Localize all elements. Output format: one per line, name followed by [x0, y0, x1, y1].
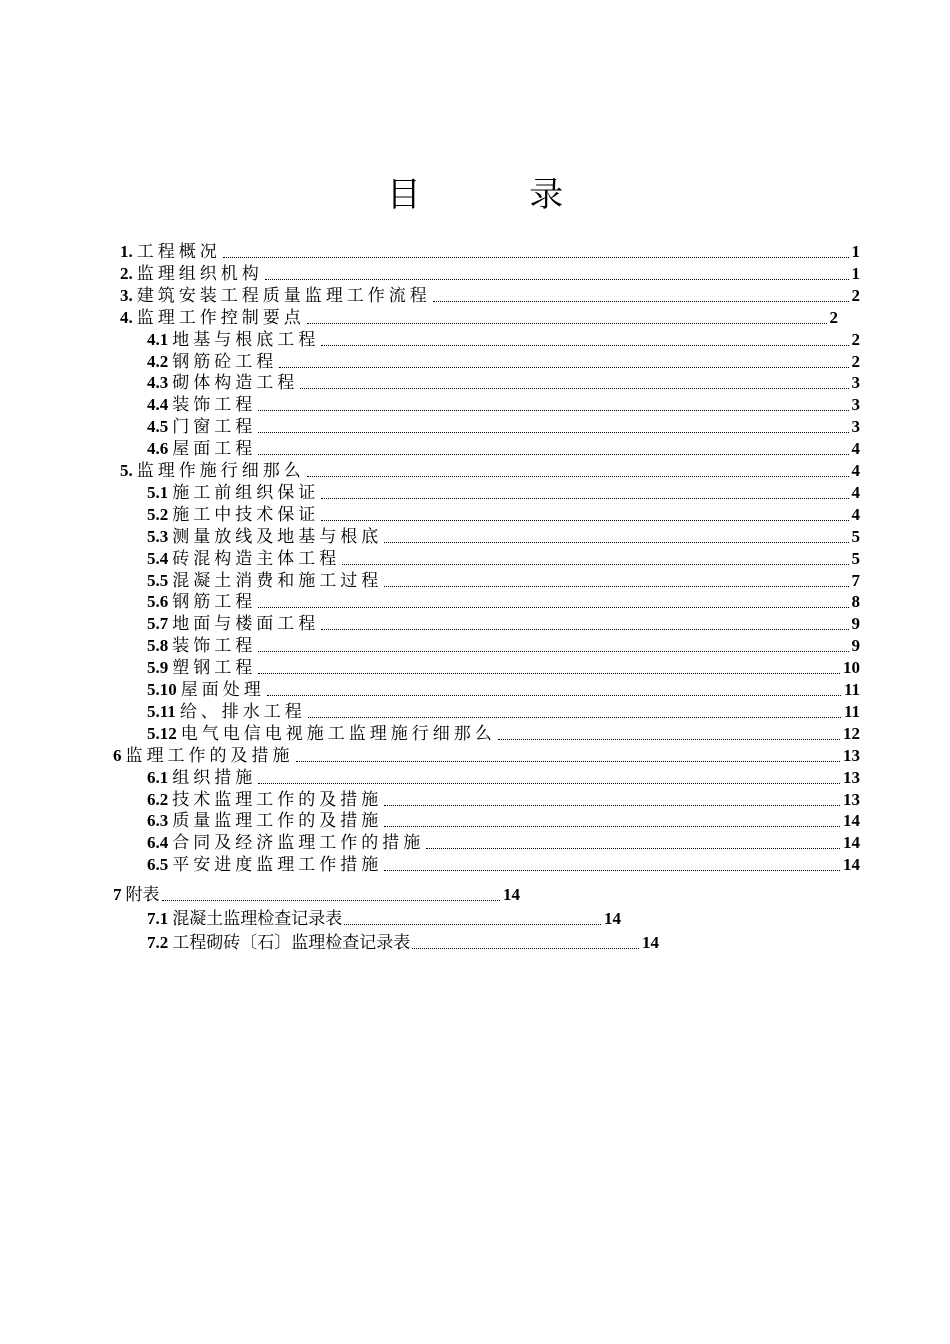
toc-entry-number: 5.2 — [147, 504, 169, 524]
toc-entry-title: 工程概况 — [136, 242, 221, 261]
dot-leader — [307, 476, 849, 477]
toc-entry-number: 6.1 — [147, 767, 169, 787]
toc-entry-title: 质量监理工作的及措施 — [172, 811, 383, 831]
toc-entry-page: 7 — [851, 570, 860, 590]
toc-entry-title: 钢筋工程 — [172, 592, 257, 612]
toc-entry-page: 13 — [843, 745, 860, 765]
toc-entry[interactable] — [147, 525, 860, 547]
toc-entry-page: 13 — [843, 789, 860, 809]
dot-leader — [342, 564, 848, 565]
toc-entry-page: 5 — [851, 526, 860, 546]
toc-entry-title: 施工前组织保证 — [172, 482, 320, 502]
toc-entry[interactable] — [147, 612, 860, 634]
toc-entry-number: 5.6 — [147, 592, 169, 612]
toc-entry-page: 9 — [851, 614, 860, 634]
toc-entry-title: 给、排水工程 — [179, 701, 306, 721]
toc-entry-number: 2. — [120, 263, 133, 283]
toc-entry-number: 4.5 — [147, 417, 169, 437]
toc-entry[interactable] — [120, 262, 860, 284]
toc-entry-number: 5.12 — [147, 723, 177, 743]
toc-entry-number: 6.2 — [147, 789, 169, 809]
toc-entry[interactable] — [147, 503, 860, 525]
toc-entry[interactable] — [147, 853, 860, 875]
toc-entry-number: 7.1 — [147, 909, 169, 929]
toc-entry-page: 8 — [851, 592, 860, 612]
toc-entry-page: 10 — [843, 658, 860, 678]
toc-entry-page: 11 — [843, 701, 860, 721]
toc-entry-page: 2 — [851, 329, 860, 349]
toc-entry-title: 平安进度监理工作措施 — [172, 855, 383, 875]
dot-leader — [321, 629, 848, 630]
toc-entry-page: 4 — [851, 461, 860, 480]
toc-entry-title: 测量放线及地基与根底 — [172, 526, 383, 546]
dot-leader — [265, 279, 849, 280]
toc-entry-title: 合同及经济监理工作的措施 — [172, 833, 425, 853]
toc-entry[interactable] — [147, 809, 860, 831]
toc-entry-page: 14 — [843, 833, 860, 853]
toc-entry-page: 1 — [851, 263, 860, 283]
toc-entry[interactable] — [113, 744, 860, 766]
dot-leader — [498, 739, 840, 740]
dot-leader — [344, 924, 601, 925]
toc-entry-number: 5.10 — [147, 680, 177, 699]
toc-entry-number: 5.5 — [147, 570, 169, 590]
dot-leader — [258, 607, 848, 608]
toc-entry-page: 1 — [851, 242, 860, 261]
toc-entry[interactable] — [147, 656, 860, 678]
dot-leader — [426, 848, 840, 849]
toc-entry[interactable] — [147, 788, 860, 810]
toc-entry-title: 装饰工程 — [172, 395, 257, 415]
toc-entry-title: 砖混构造主体工程 — [172, 548, 341, 568]
dot-leader — [267, 695, 841, 696]
toc-entry-number: 7.2 — [147, 933, 169, 953]
toc-entry-number: 4.6 — [147, 439, 169, 459]
toc-entry-page: 3 — [851, 395, 860, 415]
toc-entry[interactable] — [147, 371, 860, 393]
toc-entry-title: 组织措施 — [172, 767, 257, 787]
toc-entry[interactable] — [147, 590, 860, 612]
dot-leader — [321, 345, 848, 346]
dot-leader — [321, 520, 848, 521]
dot-leader — [296, 761, 841, 762]
toc-entry[interactable] — [147, 350, 860, 372]
toc-entry-page: 2 — [829, 307, 838, 327]
toc-entry-title: 附表 — [125, 885, 160, 905]
toc-entry-page: 14 — [843, 811, 860, 831]
dot-leader — [223, 257, 849, 258]
dot-leader — [412, 948, 639, 949]
toc-entry[interactable] — [147, 931, 659, 953]
toc-entry-number: 5. — [120, 461, 133, 480]
dot-leader — [258, 432, 848, 433]
toc-entry[interactable] — [147, 481, 860, 503]
toc-entry-number: 6 — [113, 745, 122, 765]
toc-entry[interactable] — [147, 700, 860, 722]
toc-entry[interactable] — [147, 766, 860, 788]
toc-entry-number: 4.4 — [147, 395, 169, 415]
toc-entry-title: 监理工作控制要点 — [136, 307, 305, 327]
toc-entry-page: 2 — [851, 285, 860, 305]
toc-entry-number: 6.5 — [147, 855, 169, 875]
toc-entry[interactable] — [147, 678, 860, 700]
toc-entry-page: 13 — [843, 767, 860, 787]
toc-entry-title: 塑钢工程 — [172, 658, 257, 678]
toc-entry-title: 监理工作的及措施 — [125, 745, 294, 765]
page-title: 目 录 — [386, 177, 614, 214]
toc-entry[interactable] — [147, 907, 621, 929]
toc-entry[interactable] — [147, 831, 860, 853]
dot-leader — [384, 826, 840, 827]
dot-leader — [321, 498, 848, 499]
toc-entry[interactable] — [120, 459, 860, 481]
toc-entry[interactable] — [113, 883, 520, 905]
toc-entry-title: 监理组织机构 — [136, 263, 263, 283]
toc-entry-number: 4.3 — [147, 373, 169, 393]
toc-entry[interactable] — [147, 569, 860, 591]
toc-entry-number: 5.7 — [147, 614, 169, 634]
toc-entry-title: 砌体构造工程 — [172, 373, 299, 393]
dot-leader — [258, 783, 840, 784]
toc-entry-page: 11 — [843, 680, 860, 699]
toc-entry-page: 3 — [851, 373, 860, 393]
toc-entry-page: 4 — [851, 482, 860, 502]
dot-leader — [384, 542, 848, 543]
toc-entry[interactable] — [147, 634, 860, 656]
toc-entry-number: 5.1 — [147, 482, 169, 502]
toc-entry-number: 6.3 — [147, 811, 169, 831]
toc-entry-title: 监理作施行细那么 — [136, 461, 305, 480]
dot-leader — [300, 388, 848, 389]
toc-entry-title: 工程砌砖〔石〕监理检查记录表 — [172, 933, 411, 953]
toc-entry-title: 技术监理工作的及措施 — [172, 789, 383, 809]
dot-leader — [308, 717, 841, 718]
dot-leader — [307, 323, 827, 324]
toc-entry-page: 14 — [503, 885, 520, 905]
toc-entry[interactable] — [120, 240, 860, 262]
toc-entry-number: 4.1 — [147, 329, 169, 349]
toc-entry-title: 屋面工程 — [172, 439, 257, 459]
dot-leader — [258, 454, 848, 455]
toc-entry-page: 2 — [851, 351, 860, 371]
toc-entry-title: 门窗工程 — [172, 417, 257, 437]
toc-entry[interactable] — [147, 328, 860, 350]
toc-entry[interactable] — [120, 284, 860, 306]
toc-entry[interactable] — [147, 722, 860, 744]
toc-entry-number: 1. — [120, 242, 133, 261]
toc-entry[interactable] — [147, 393, 860, 415]
toc-entry-number: 4.2 — [147, 351, 169, 371]
toc-entry-page: 14 — [642, 933, 659, 953]
toc-entry[interactable] — [120, 306, 838, 328]
dot-leader — [162, 900, 501, 901]
dot-leader — [258, 410, 848, 411]
dot-leader — [258, 673, 840, 674]
toc-entry-number: 5.11 — [147, 701, 176, 721]
toc-entry-title: 混凝土监理检查记录表 — [172, 909, 343, 929]
toc-entry-title: 建筑安装工程质量监理工作流程 — [136, 285, 431, 305]
toc-entry[interactable] — [147, 437, 860, 459]
dot-leader — [258, 651, 848, 652]
dot-leader — [384, 805, 840, 806]
toc-entry-title: 地基与根底工程 — [172, 329, 320, 349]
toc-entry-title: 装饰工程 — [172, 636, 257, 656]
toc-entry-number: 4. — [120, 307, 133, 327]
toc-entry-title: 施工中技术保证 — [172, 504, 320, 524]
toc-entry-number: 6.4 — [147, 833, 169, 853]
toc-entry[interactable] — [147, 547, 860, 569]
toc-entry-number: 3. — [120, 285, 133, 305]
toc-entry-title: 钢筋砼工程 — [172, 351, 278, 371]
toc-entry-title: 电气电信电视施工监理施行细那么 — [180, 723, 496, 743]
toc-entry-number: 7 — [113, 885, 122, 905]
toc-entry-page: 14 — [843, 855, 860, 875]
dot-leader — [384, 586, 848, 587]
toc-entry-page: 9 — [851, 636, 860, 656]
dot-leader — [279, 367, 848, 368]
toc-entry-page: 3 — [851, 417, 860, 437]
toc-entry-number: 5.3 — [147, 526, 169, 546]
toc-entry-page: 14 — [604, 909, 621, 929]
toc-entry-page: 4 — [851, 439, 860, 459]
toc-entry-number: 5.9 — [147, 658, 169, 678]
toc-entry-number: 5.8 — [147, 636, 169, 656]
toc-entry[interactable] — [147, 415, 860, 437]
toc-entry-number: 5.4 — [147, 548, 169, 568]
dot-leader — [384, 870, 840, 871]
toc-entry-page: 12 — [843, 723, 860, 743]
toc-entry-page: 4 — [851, 504, 860, 524]
toc-entry-page: 5 — [851, 548, 860, 568]
dot-leader — [433, 301, 849, 302]
toc-entry-title: 屋面处理 — [180, 680, 265, 699]
toc-entry-title: 混凝土消费和施工过程 — [172, 570, 383, 590]
toc-entry-title: 地面与楼面工程 — [172, 614, 320, 634]
